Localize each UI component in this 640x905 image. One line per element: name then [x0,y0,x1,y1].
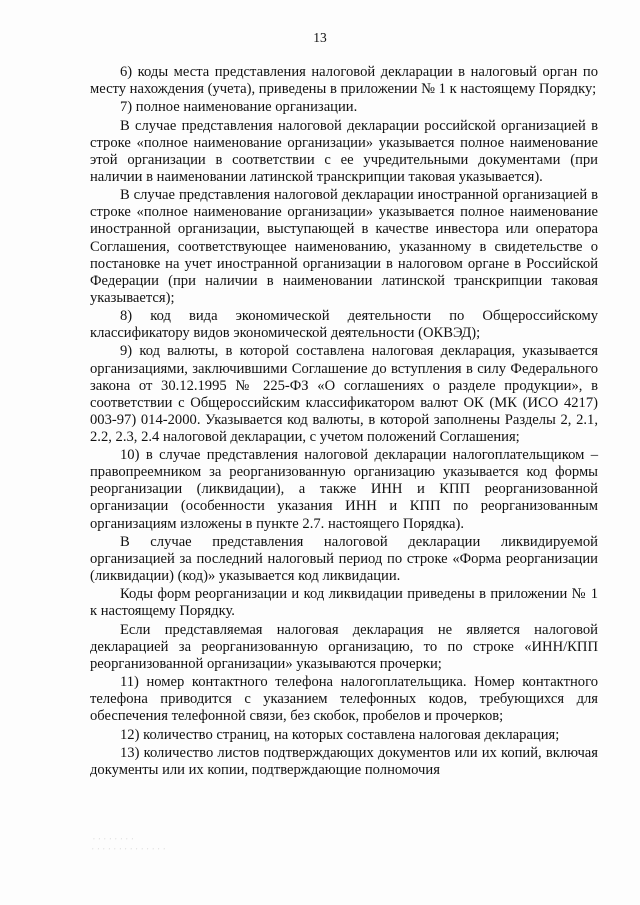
paragraph-item-12-pages: 12) количество страниц, на которых составлена налоговая декларация; [120,726,560,743]
page-number: 13 [313,30,327,45]
paragraph-liquidation: В случае представления налоговой декларации ликвидируемой организацией за последний налоговый период по строке «Форма реорганизации (ликвидации) (код)» указывается код ликвидации. [90,533,598,585]
paragraph-inn-kpp-dashes: Если представляемая налоговая декларация не является налоговой декларацией за реорганизованную организацию, то по строке «ИНН/КПП реорганизованной организации» указываются прочерки; [90,621,598,672]
paragraph-item-9-currency: 9) код валюты, в которой составлена налоговая декларация, указывается организациями, заключившими Соглашение до вступления в силу Федерального закона от 30.12.1995 № 225-ФЗ «О соглашениях о разделе продукции», в соответствии с Общероссийским классификатором валют ОК (МК (ИСО 4217) 003-97) 014-2000. Указывается код валюты, в которой заполнены Разделы 2, 2.1, 2.2, 2.3, 2.4 налоговой декларации, с учетом положений Соглашения; [90,343,598,445]
paragraph-item-11-phone: 11) номер контактного телефона налогоплательщика. Номер контактного телефона приводится с указанием телефонных кодов, требующихся для обеспечения телефонной связи, без скобок, пробелов и прочерков; [90,674,598,725]
paragraph-reorganization-codes: Коды форм реорганизации и код ликвидации приведены в приложении № 1 к настоящему Порядку. [90,586,598,620]
paragraph-item-13-sheets: 13) количество листов подтверждающих документов или их копий, включая документы или их копии, подтверждающие полномочия [90,744,598,778]
body-text [90,64,598,780]
paragraph-item-8-okved: 8) код вида экономической деятельности по Общероссийскому классификатору видов экономической деятельности (ОКВЭД); [90,308,598,342]
paragraph-item-10-reorganization: 10) в случае представления налоговой декларации налогоплательщиком – правопреемником за реорганизованную организацию указывается код формы реорганизации (ликвидации), а также ИНН и КПП реорганизованной организации (особенности указания ИНН и КПП по реорганизованным организациям изложены в пункте 2.7. настоящего Порядка). [90,447,598,532]
paragraph-foreign-organization: В случае представления налоговой декларации иностранной организацией в строке «полное наименование организации» указывается полное наименование иностранной организации, выступающей в качестве инвестора или оператора Соглашения, соответствующее наименованию, указанному в свидетельстве о постановке на учет иностранной организации в налоговом органе в Российской Федерации (при наличии в наименовании латинской транскрипции таковая указывается); [90,187,598,306]
paragraph-russian-organization: В случае представления налоговой декларации российской организацией в строке «полное наименование организации» указывается полное наименование этой организации в соответствии с ее учредительными документами (при наличии в наименовании латинской транскрипции таковая указывается). [90,117,598,185]
faint-stamp: · · · · · · · · · · · · · · · · · · · · · · [91,834,167,853]
paragraph-item-7-full-name: 7) полное наименование организации. [120,99,358,116]
paragraph-item-6-codes: 6) коды места представления налоговой декларации в налоговый орган по месту нахождения (учета), приведены в приложении № 1 к настоящему Порядку; [90,64,598,98]
